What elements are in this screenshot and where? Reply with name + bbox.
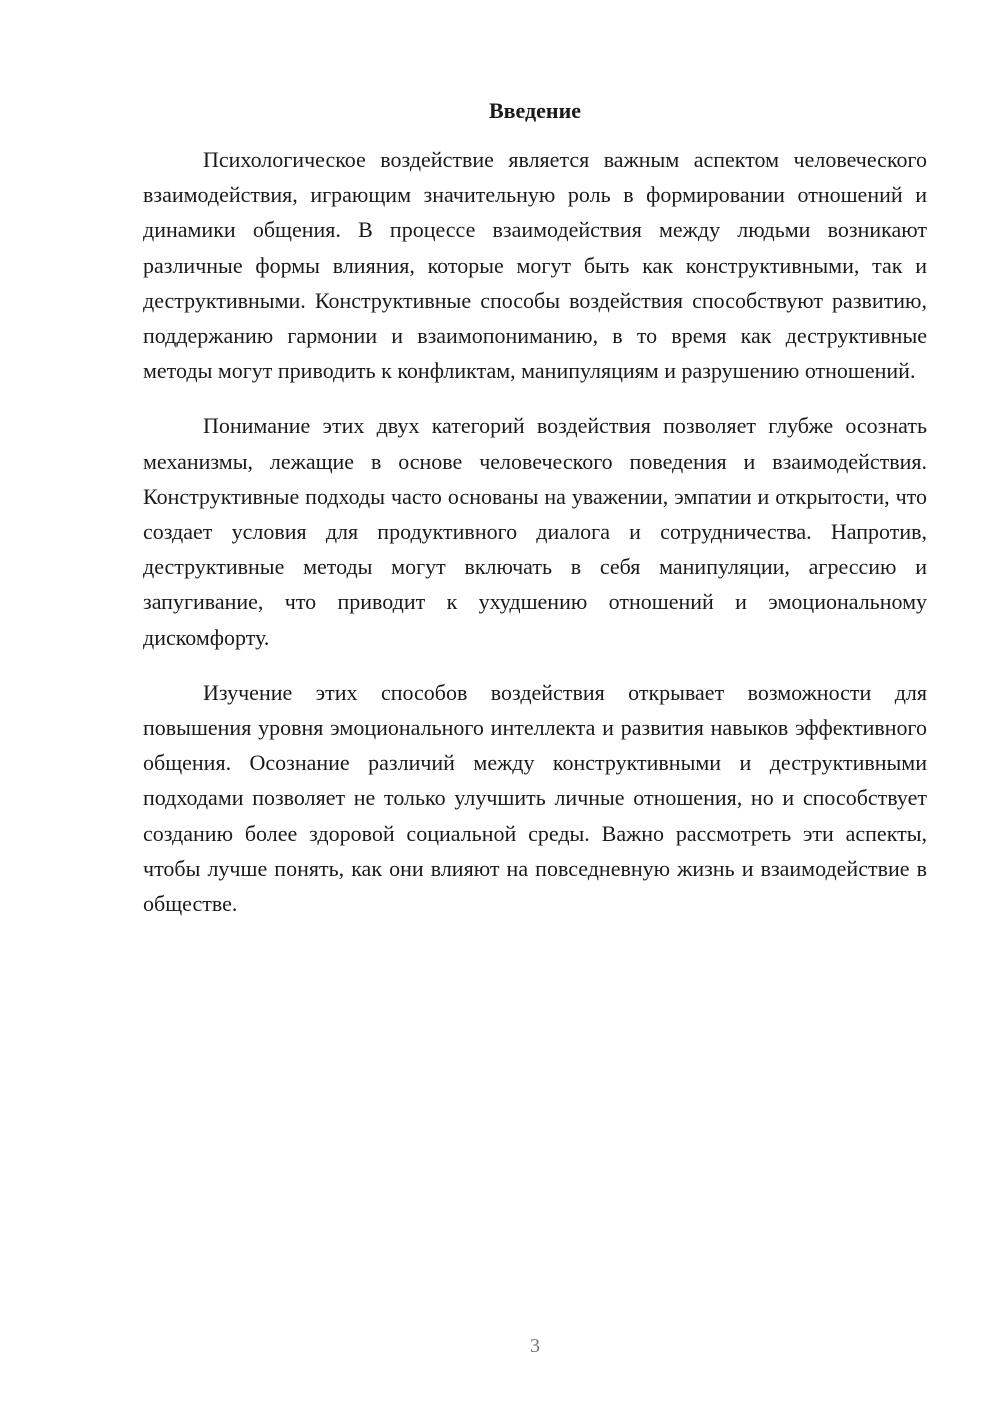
paragraph-2: Понимание этих двух категорий воздействия позволяет глубже осознать механизмы, лежащие в основе человеческого поведения и взаимодействия. Конструктивные подходы часто основаны на уважении, эмпатии и открытости, что создает условия для продуктивного диалога и сотрудничества. Напротив, деструктивные методы могут включать в себя манипуляции, агрессию и запугивание, что приводит к ухудшению отношений и эмоциональному дискомфорту.	[143, 413, 927, 650]
paragraph-1: Психологическое воздействие является важным аспектом человеческого взаимодействия, играющим значительную роль в формировании отношений и динамики общения. В процессе взаимодействия между людьми возникают различные формы влияния, которые могут быть как конструктивными, так и деструктивными. Конструктивные способы воздействия способствуют развитию, поддержанию гармонии и взаимопониманию, в то время как деструктивные методы могут приводить к конфликтам, манипуляциям и разрушению отношений.	[143, 147, 927, 384]
body-text	[143, 142, 927, 941]
page-number: 3	[530, 1335, 540, 1357]
page-title: Введение	[488, 98, 582, 123]
paragraph-3: Изучение этих способов воздействия открывает возможности для повышения уровня эмоционального интеллекта и развития навыков эффективного общения. Осознание различий между конструктивными и деструктивными подходами позволяет не только улучшить личные отношения, но и способствует созданию более здоровой социальной среды. Важно рассмотреть эти аспекты, чтобы лучше понять, как они влияют на повседневную жизнь и взаимодействие в обществе.	[143, 679, 927, 917]
